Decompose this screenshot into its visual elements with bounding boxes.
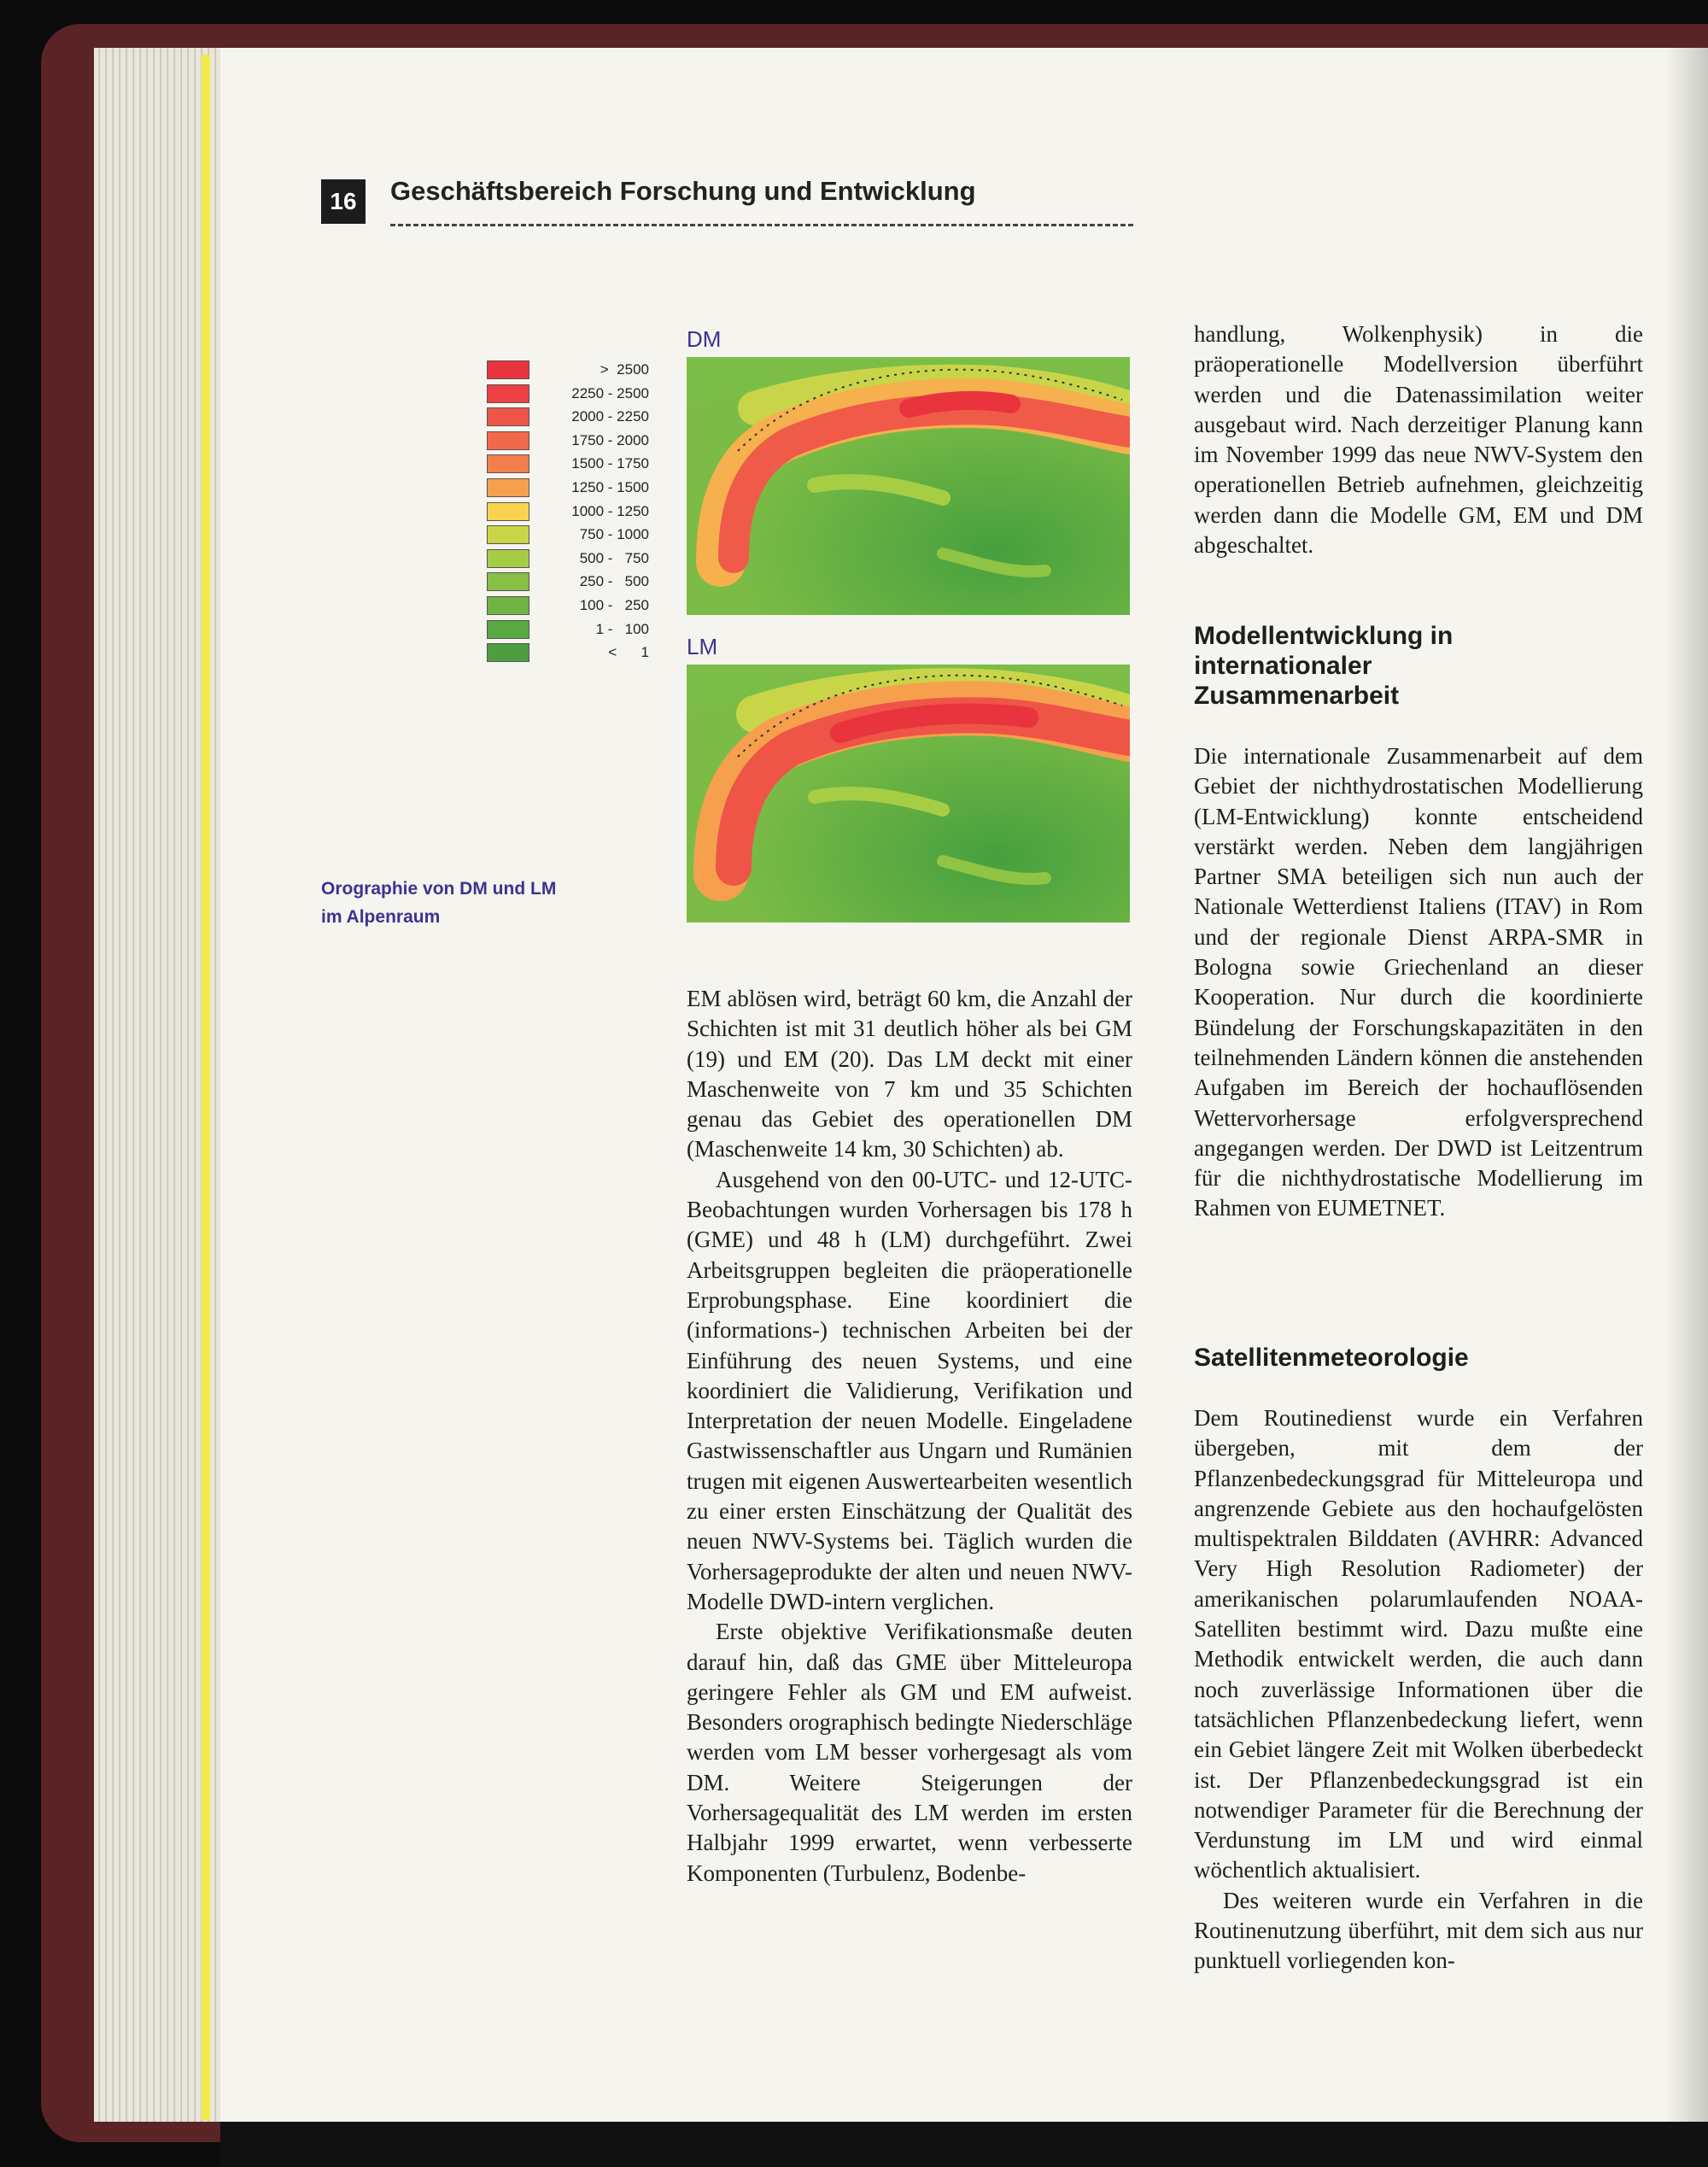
map-dm-label: DM [687,326,722,352]
legend-swatch [487,478,529,497]
paragraph: Des weiteren wurde ein Verfahren in die Routinenutzung überführt, mit dem sich aus nur punktuell vorliegenden kon- [1194,1887,1643,1974]
section-heading-modellentwicklung [1194,621,1453,711]
paragraph: handlung, Wolkenphysik) in die präoperationelle Modellversion überführt werden und die Datenassimilation weiter ausgebaut wird. Nach derzeitiger Planung kann im November 1999 das neue NWV-System den operationellen Betrieb aufnehmen, gleichzeitig werden dann die Modelle GM, EM und DM abgeschaltet. [1194,321,1643,559]
legend-swatch [487,549,529,568]
legend-row [487,548,649,571]
text-column-middle [687,984,1132,1889]
legend-label: 2250 - 2500 [571,384,649,401]
paragraph: Dem Routinedienst wurde ein Verfahren übergeben, mit dem der Pflanzenbedeckungsgrad für Mitteleuropa und angrenzende Gebiete aus den hochaufgelösten multispektralen Bilddaten (AVHRR: Advanced Very High Resolution Radiometer) der amerikanischen polarumlaufenden NOAA-Satelliten bestimmt wird. Dazu mußte eine Methodik entwickelt werden, die auch dann noch zuverlässige Informationen über die tatsächlichen Pflanzenbedeckung liefert, wenn ein Gebiet längere Zeit mit Wolken überbedeckt ist. Der Pflanzenbedeckungsgrad ist ein notwendiger Parameter für die Berechnung der Verdunstung im LM und wird einmal wöchentlich aktualisiert. [1194,1405,1643,1883]
legend-label: 750 - 1000 [579,526,649,543]
legend-swatch [487,525,529,544]
legend-label: 500 - 750 [579,549,649,566]
legend-row [487,406,649,430]
page-gutter-shadow [1665,48,1708,2122]
legend-swatch [487,384,529,403]
legend-label: 1500 - 1750 [571,455,649,472]
legend-label: 250 - 500 [579,573,649,590]
heading-line: internationaler [1194,652,1372,680]
caption-line: im Alpenraum [321,907,441,927]
legend-row [487,618,649,642]
header-dashed-rule [390,224,1133,226]
section-heading-satellitenmeteorologie: Satellitenmeteorologie [1194,1344,1469,1372]
legend-row [487,383,649,407]
legend-row [487,477,649,501]
legend-row [487,453,649,477]
heading-line: Zusammenarbeit [1194,682,1400,710]
legend-label: 1750 - 2000 [571,431,649,448]
legend-swatch [487,431,529,450]
figure-caption [321,875,603,931]
legend-label: 100 - 250 [579,596,649,613]
orography-map-dm [687,357,1130,615]
legend-label: < 1 [608,644,649,661]
scanner-background [220,2122,1708,2167]
caption-line: Orographie von DM und LM [321,879,557,899]
legend-row [487,524,649,548]
legend-row [487,594,649,618]
elevation-legend [487,359,649,665]
map-lm-label: LM [687,634,718,659]
paragraph: EM ablösen wird, beträgt 60 km, die Anzahl der Schichten ist mit 31 deutlich höher als bei GM (19) und EM (20). Das LM deckt mit einer Maschenweite von 7 km und 35 Schichten genau das Gebiet des operationellen DM (Maschenweite 14 km, 30 Schichten) ab. [687,986,1132,1163]
legend-swatch [487,596,529,615]
legend-swatch [487,572,529,591]
legend-swatch [487,454,529,473]
orography-map-lm [687,665,1130,922]
legend-label: 1000 - 1250 [571,502,649,519]
legend-label: > 2500 [600,361,649,378]
legend-row [487,430,649,454]
legend-row [487,641,649,665]
legend-swatch [487,407,529,426]
bookmark-ribbon-edge [202,55,210,2120]
legend-swatch [487,620,529,639]
paragraph: Ausgehend von den 00-UTC- und 12-UTC-Beobachtungen wurden Vorhersagen bis 178 h (GME) und 48 h (LM) durchgeführt. Zwei Arbeitsgruppen begleiten die präoperationelle Erprobungsphase. Eine koordiniert die (informations-) technischen Arbeiten bei der Einführung des neuen Systems, und eine koordiniert die Validierung, Verifikation und Interpretation der neuen Modelle. Eingeladene Gastwissenschaftler aus Ungarn und Rumänien trugen mit eigenen Auswertearbeiten wesentlich zu einer ersten Einschätzung der Qualität des neuen NWV-Systems bei. Täglich wurden die Vorhersageprodukte der alten und neuen NWV-Modelle DWD-intern verglichen. [687,1166,1132,1614]
legend-label: 1 - 100 [595,620,649,637]
heading-line: Modellentwicklung in [1194,622,1454,650]
legend-swatch [487,360,529,379]
legend-label: 2000 - 2250 [571,408,649,425]
section-header-title: Geschäftsbereich Forschung und Entwicklung [390,176,976,206]
text-column-right-middle [1194,741,1643,1224]
legend-row [487,571,649,594]
paragraph: Die internationale Zusammenarbeit auf dem Gebiet der nichthydrostatischen Modellierung (LM-Entwicklung) konnte entscheidend verstärkt werden. Neben dem langjährigen Partner SMA beteiligen sich nun auch der Nationale Wetterdienst Italiens (ITAV) in Rom und der regionale Dienst ARPA-SMR in Bologna sowie Griechenland an dieser Kooperation. Nur durch die koordinierte Bündelung der Forschungskapazitäten in den teilnehmenden Ländern können die anstehenden Aufgaben im Bereich der hochauflösenden Wettervorhersage erfolgversprechend angegangen werden. Der DWD ist Leitzentrum für die nichthydrostatische Modellierung im Rahmen von EUMETNET. [1194,743,1643,1221]
paragraph: Erste objektive Verifikationsmaße deuten darauf hin, daß das GME über Mitteleuropa geringere Fehler als GM und EM aufweist. Besonders orographisch bedingte Niederschläge werden vom LM besser vorhergesagt als vom DM. Weitere Steigerungen der Vorhersagequalität des LM werden im ersten Halbjahr 1999 erwartet, wenn verbesserte Komponenten (Turbulenz, Bodenbe- [687,1619,1132,1886]
page-number: 16 [321,179,366,224]
text-column-right-top [1194,319,1643,560]
legend-swatch [487,502,529,521]
text-column-right-bottom [1194,1403,1643,1977]
legend-swatch [487,643,529,662]
legend-row [487,359,649,383]
legend-row [487,501,649,524]
legend-label: 1250 - 1500 [571,478,649,495]
